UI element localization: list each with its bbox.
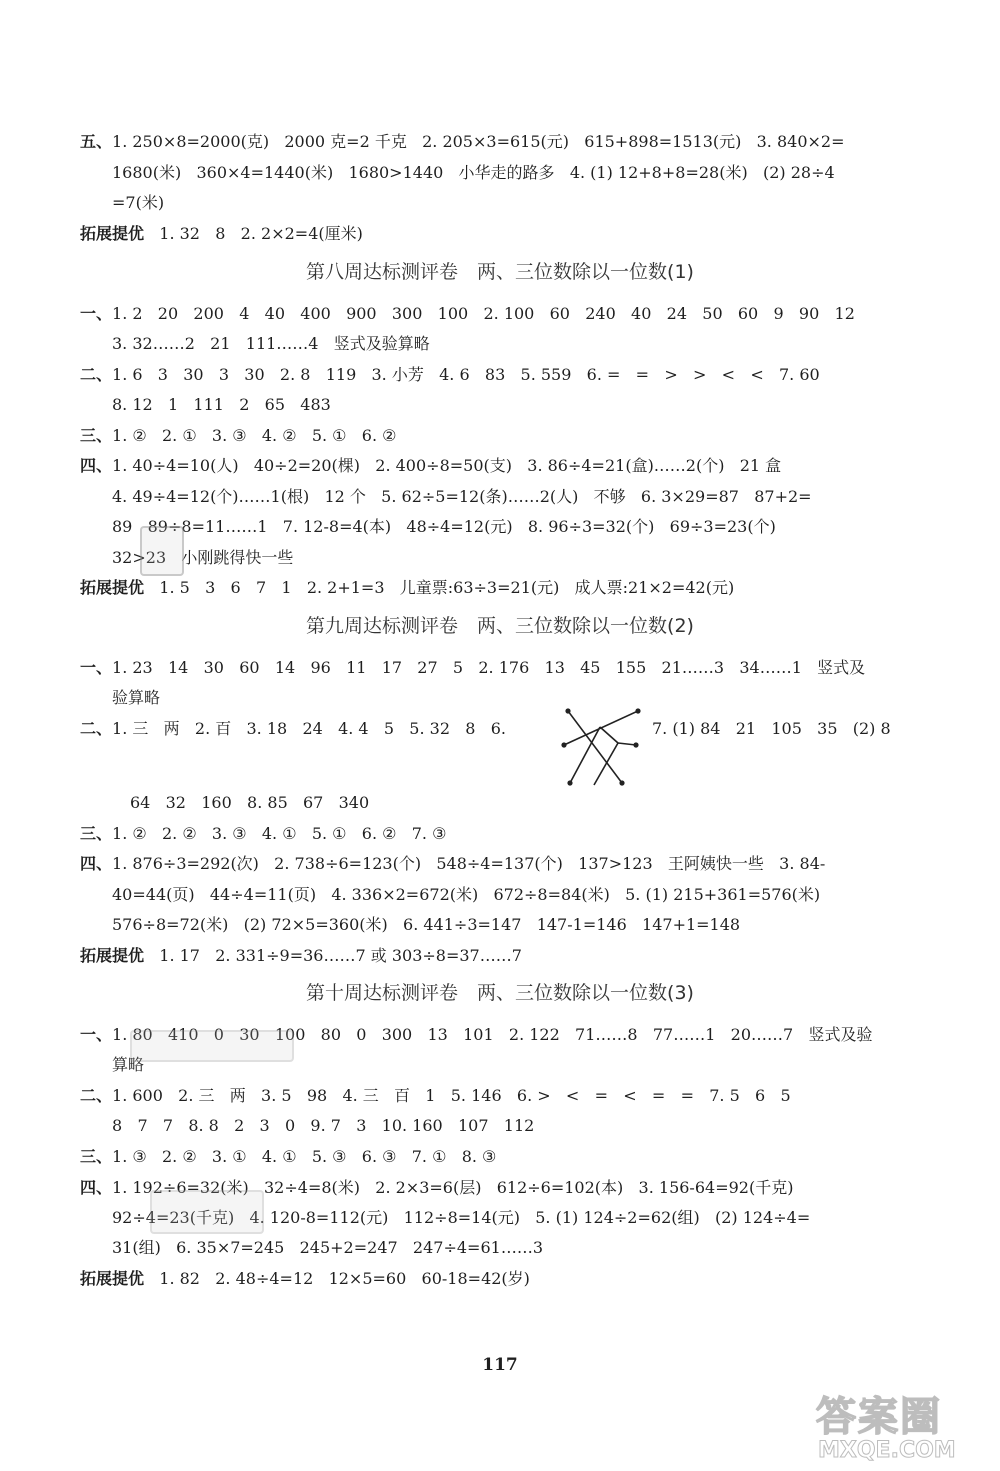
answer-text: 89 89÷8=11……1 7. 12-8=4(本) 48÷4=12(元) 8. 96÷3=32(个) 69÷3=23(个)	[112, 517, 776, 536]
answer-line	[112, 546, 922, 570]
answer-text: 1. ② 2. ① 3. ③ 4. ② 5. ① 6. ②	[112, 426, 397, 445]
extension-line	[80, 944, 922, 968]
answer-line	[80, 717, 560, 741]
answer-text: 64 32 160 8. 85 67 340	[130, 793, 370, 812]
answer-line	[80, 424, 922, 448]
answer-text: 1. 192÷6=32(米) 32÷4=8(米) 2. 2×3=6(层) 612÷6=102(本) 3. 156-64=92(千克)	[112, 1178, 794, 1197]
answer-line	[80, 454, 922, 478]
faint-stamp	[150, 1190, 264, 1234]
answer-text: 1. ③ 2. ② 3. ① 4. ① 5. ③ 6. ③ 7. ① 8. ③	[112, 1147, 497, 1166]
answer-line	[80, 1084, 922, 1108]
answer-line	[112, 1114, 922, 1138]
question-number: 二、	[80, 1086, 113, 1105]
answer-text: 576÷8=72(米) (2) 72×5=360(米) 6. 441÷3=147 147-1=146 147+1=148	[112, 915, 741, 934]
answer-text: 1. 250×8=2000(克) 2000 克=2 千克 2. 205×3=615(元) 615+898=1513(元) 3. 840×2=	[112, 132, 845, 151]
answer-text: 1. 23 14 30 60 14 96 11 17 27 5 2. 176 13 45 155 21……3 34……1 竖式及	[112, 658, 866, 677]
answer-text: 4. 49÷4=12(个)……1(根) 12 个 5. 62÷5=12(条)……2(人) 不够 6. 3×29=87 87+2=	[112, 487, 812, 506]
answer-line	[112, 191, 922, 215]
answer-text: 1. 2 20 200 4 40 400 900 300 100 2. 100 60 240 40 24 50 60 9 90 12	[112, 304, 855, 323]
answer-line	[112, 332, 922, 356]
answer-line	[80, 1145, 922, 1169]
answer-line	[112, 485, 922, 509]
question-number: 四、	[80, 854, 113, 873]
question-number: 一、	[80, 304, 113, 323]
answer-text: 1. 40÷4=10(人) 40÷2=20(棵) 2. 400÷8=50(支) 3. 86÷4=21(盒)……2(个) 21 盒	[112, 456, 782, 475]
answer-text: 1. 80 410 0 30 100 80 0 300 13 101 2. 122 71……8 77……1 20……7 竖式及验	[112, 1025, 873, 1044]
answer-line	[80, 363, 922, 387]
extension-line	[80, 1267, 922, 1291]
extension-line	[80, 576, 922, 600]
answer-line	[112, 883, 922, 907]
question-number: 四、	[80, 456, 113, 475]
answer-text: 验算略	[112, 688, 161, 707]
answer-line	[112, 1236, 922, 1260]
answer-text: 1. 三 两 2. 百 3. 18 24 4. 4 5 5. 32 8 6.	[112, 719, 506, 738]
page-number: 117	[482, 1355, 518, 1375]
answer-text: 算略	[112, 1055, 145, 1074]
answer-line	[130, 791, 940, 815]
answer-text: 1. ② 2. ② 3. ③ 4. ① 5. ① 6. ② 7. ③	[112, 824, 447, 843]
question-number: 三、	[80, 1147, 113, 1166]
section-title: 第九周达标测评卷 两、三位数除以一位数(2)	[306, 615, 694, 637]
answer-text: 1. 6 3 30 3 30 2. 8 119 3. 小芳 4. 6 83 5. 559 6. = = > > < < 7. 60	[112, 365, 820, 384]
faint-stamp	[130, 1030, 294, 1062]
question-number: 一、	[80, 1025, 113, 1044]
answer-line	[112, 686, 922, 710]
extension-label: 拓展提优	[80, 1269, 145, 1288]
answer-text: 1. 82 2. 48÷4=12 12×5=60 60-18=42(岁)	[144, 1269, 530, 1288]
answer-text: 1. 17 2. 331÷9=36……7 或 303÷8=37……7	[144, 946, 522, 965]
question-number: 三、	[80, 426, 113, 445]
question-number: 三、	[80, 824, 113, 843]
section-title: 第十周达标测评卷 两、三位数除以一位数(3)	[306, 982, 694, 1004]
answer-text: 40=44(页) 44÷4=11(页) 4. 336×2=672(米) 672÷8=84(米) 5. (1) 215+361=576(米)	[112, 885, 821, 904]
answer-text: =7(米)	[112, 193, 165, 212]
extension-label: 拓展提优	[80, 224, 145, 243]
answer-text: 1. 876÷3=292(次) 2. 738÷6=123(个) 548÷4=137(个) 137>123 王阿姨快一些 3. 84-	[112, 854, 826, 873]
answer-line	[80, 822, 922, 846]
matching-lines-diagram	[560, 705, 642, 793]
answer-text: 32>23 小刚跳得快一些	[112, 548, 294, 567]
question-number: 四、	[80, 1178, 113, 1197]
answer-line	[652, 717, 922, 741]
section-title: 第八周达标测评卷 两、三位数除以一位数(1)	[306, 261, 694, 283]
answer-line	[80, 852, 922, 876]
answer-line	[80, 302, 922, 326]
faint-stamp	[140, 526, 184, 576]
answer-line	[112, 393, 922, 417]
answer-text: 1. 5 3 6 7 1 2. 2+1=3 儿童票:63÷3=21(元) 成人票:21×2=42(元)	[144, 578, 735, 597]
watermark-url: MXQE.COM	[818, 1438, 956, 1463]
answer-text: 7. (1) 84 21 105 35 (2) 8	[652, 719, 891, 738]
answer-line	[80, 130, 922, 154]
answer-text: 1. 32 8 2. 2×2=4(厘米)	[144, 224, 363, 243]
answer-line	[112, 161, 922, 185]
answer-line	[80, 656, 922, 680]
watermark-glyph: 答案圈	[816, 1394, 942, 1440]
extension-line	[80, 222, 922, 246]
question-number: 一、	[80, 658, 113, 677]
extension-label: 拓展提优	[80, 578, 145, 597]
question-number: 二、	[80, 365, 113, 384]
answer-text: 1680(米) 360×4=1440(米) 1680>1440 小华走的路多 4. (1) 12+8+8=28(米) (2) 28÷4	[112, 163, 835, 182]
answer-text: 31(组) 6. 35×7=245 245+2=247 247÷4=61……3	[112, 1238, 544, 1257]
answer-text: 3. 32……2 21 111……4 竖式及验算略	[112, 334, 430, 353]
answer-line	[112, 515, 922, 539]
answer-text: 8 7 7 8. 8 2 3 0 9. 7 3 10. 160 107 112	[112, 1116, 535, 1135]
answer-line	[112, 913, 922, 937]
extension-label: 拓展提优	[80, 946, 145, 965]
answer-text: 92÷4=23(千克) 4. 120-8=112(元) 112÷8=14(元) 5. (1) 124÷2=62(组) (2) 124÷4=	[112, 1208, 811, 1227]
answer-text: 8. 12 1 111 2 65 483	[112, 395, 331, 414]
watermark-logo	[810, 1395, 975, 1463]
answer-text: 1. 600 2. 三 两 3. 5 98 4. 三 百 1 5. 146 6. > < = < = = 7. 5 6 5	[112, 1086, 791, 1105]
question-number: 五、	[80, 132, 113, 151]
question-number: 二、	[80, 719, 113, 738]
